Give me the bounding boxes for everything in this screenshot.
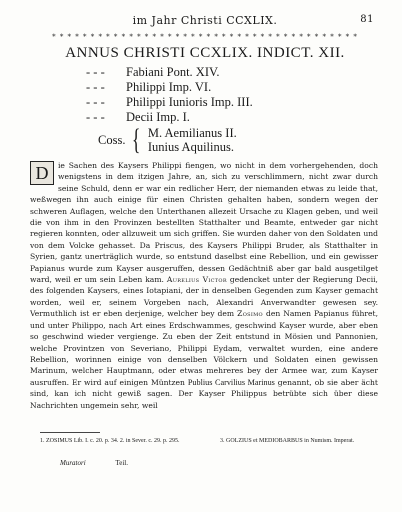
ruler-row	[86, 80, 380, 95]
paragraph-text: genannt, ob sie aber ächt sind, kan ich nicht gewiß sagen. Der Kayser Philippus betrübte sich über diese Nachrichten ungemein sehr, weil	[30, 377, 378, 410]
ruler-row	[86, 95, 380, 110]
ruler-name: Fabiani Pont. XIV.	[126, 65, 220, 79]
ruler-row	[86, 65, 380, 80]
footer-line	[60, 459, 128, 467]
footer-author: Muratori	[60, 459, 86, 467]
consul-name: Iunius Aquilinus.	[147, 140, 234, 154]
ruler-name: Decii Imp. I.	[126, 110, 190, 124]
ruler-dashes: - - -	[86, 95, 105, 109]
rulers-list	[86, 65, 380, 125]
footnote-divider	[40, 432, 100, 433]
ruler-name: Philippi Imp. VI.	[126, 80, 212, 94]
ornamental-star-rule: * * * * * * * * * * * * * * * * * * * * * * * * * * * * * * * * * * * * * * * *	[52, 33, 358, 41]
running-title: im Jahr Christi CCXLIX.	[132, 14, 278, 27]
curly-brace-icon: {	[132, 123, 141, 156]
ruler-dashes: - - -	[86, 110, 105, 124]
consul-names	[148, 126, 237, 154]
body-text	[30, 160, 378, 411]
consuls-block	[98, 123, 380, 156]
drop-cap: D	[30, 161, 54, 185]
year-heading: ANNUS CHRISTI CCXLIX. INDICT. XII.	[65, 45, 345, 61]
author-citation: Aurelius Victor	[166, 275, 227, 285]
paragraph-text: ie Sachen des Kaysers Philippi fiengen, wo nicht in dem vorhergehenden, doch wenigstens in dem itzigen Jahre, an, sich zu verschlimmern, nicht zwar durch seine Schuld, denn er war ein redlicher Herr, der niemanden etwas zu leide that, weßwegen ihn auch einige für einen Christen gehalten haben, sondern wegen der schweren Auflagen, welche den Unterthanen allezeit Ursache zu Klagen geben, und weil die von ihm in den Provinzen bestellten Statthalter und Beamte, entweder gar nicht regieren konnten, oder allzuweit um sich griffen. Sie wurden daher von den Soldaten und von dem Volcke gehasset. Da Priscus, des Kaysers Philippi Bruder, als Statthalter in Syrien, gantz unerträglich wurde, so entstund daselbst eine Rebellion, und ein gewisser Papianus wurde zum Kayser ausgeruffen, dessen Gedächtniß aber gar bald ausgetilget ward, weil er um sein Leben kam.	[30, 161, 378, 285]
ruler-name: Philippi Iunioris Imp. III.	[126, 95, 253, 109]
paragraph-text: den Namen Papianus führet, und unter Philippo, nach Art eines Erdschwammes, geschwind Kayser wurde, aber eben so geschwind wieder vergienge. Zu eben der Zeit entstund in Mösien und Pannonien, welche Provintzen von Severiano, Philippi Eydam, verwaltet wurden, eine andere Rebellion, worinnen einige von denselben Völckern und Soldaten einen gewissen Marinum, welcher Hauptmann, oder etwas mehreres bey der Armee war, zum Kayser ausruffen. Er wird auf einigen Müntzen	[30, 309, 379, 387]
ruler-dashes: - - -	[86, 65, 105, 79]
footnote-left: 1. ZOSIMUS Lib. I. c. 20. p. 34. 2. in Sever. c. 29. p. 295.	[40, 438, 180, 444]
author-citation: Zosimo	[237, 309, 263, 319]
consul-name: M. Aemilianus II.	[147, 126, 237, 140]
latin-name: Publius Carvilius Marinus	[187, 377, 275, 387]
footer-volume: Teil.	[115, 459, 128, 467]
ruler-row	[86, 110, 380, 125]
coss-label: Coss.	[98, 132, 126, 147]
page-number: 81	[360, 14, 374, 25]
paragraph-text: gedencket unter der Regierung Decii, des folgenden Kaysers, eines Iotapiani, der in denselben Gegenden zum Kayser gemacht worden, weil er, seinem Vorgeben nach, Alexandri Anverwandter gewesen sey. Vermuthlich ist er eben derjenige, welcher bey dem	[30, 275, 378, 319]
running-head	[30, 14, 380, 32]
footnotes	[40, 437, 370, 445]
footnote-right: 3. GOLZIUS et MEDIOBARBUS in Numism. Imperat.	[220, 438, 355, 444]
ruler-dashes: - - -	[86, 80, 105, 94]
